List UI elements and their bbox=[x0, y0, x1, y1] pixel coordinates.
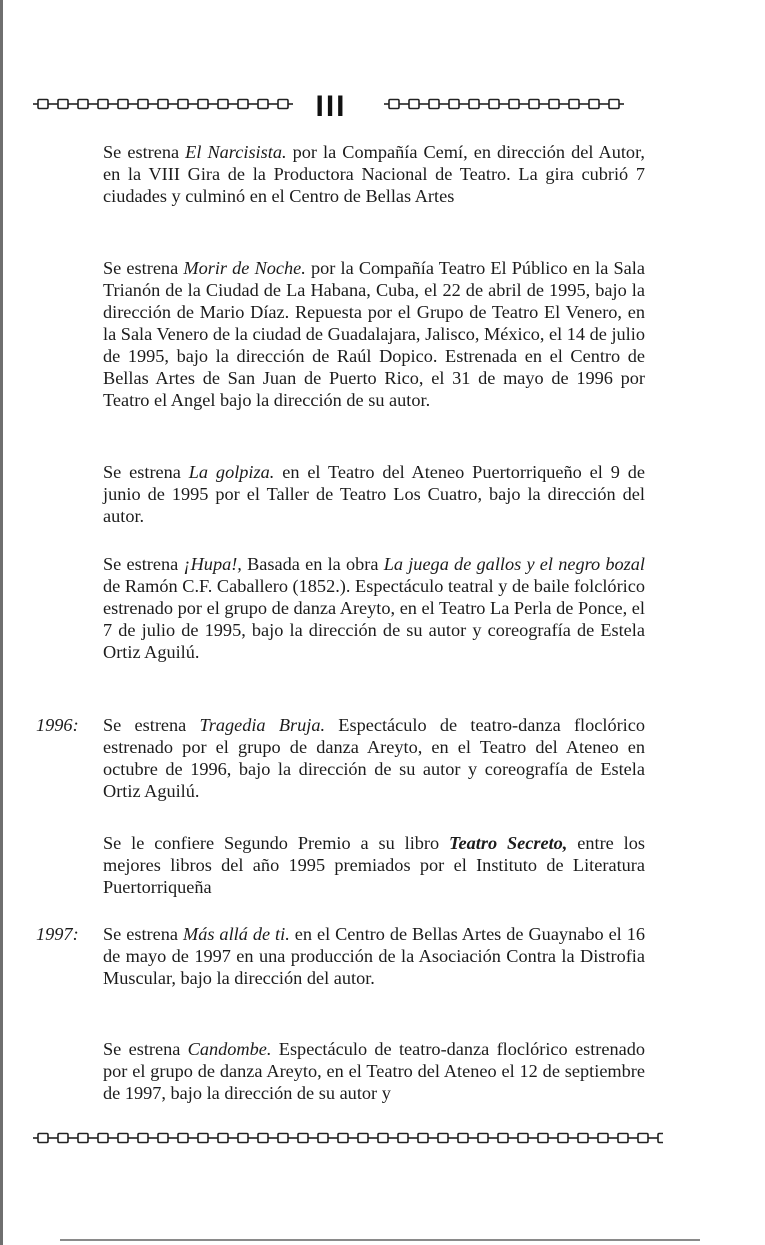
ornament-border-bottom bbox=[33, 1131, 663, 1145]
page-edge-bottom bbox=[60, 1239, 700, 1241]
chronology-entry: Se estrena Morir de Noche. por la Compañía Teatro El Público en la Sala Trianón de la Ciudad de La Habana, Cuba, el 22 de abril de 1995, bajo la dirección de Mario Díaz. Repuesta por el Grupo de Teatro El Venero, en la Sala Venero de la ciudad de Guadalajara, Jalisco, México, el 14 de julio de 1995, bajo la dirección de Raúl Dopico. Estrenada en el Centro de Bellas Artes de San Juan de Puerto Rico, el 31 de mayo de 1996 por Teatro el Angel bajo la dirección de su autor. bbox=[103, 258, 645, 410]
chronology-entry: Se le confiere Segundo Premio a su libro Teatro Secreto, entre los mejores libros del año 1995 premiados por el Instituto de Literatura Puertorriqueña bbox=[103, 833, 646, 897]
work-title: El Narcisista. bbox=[185, 142, 287, 162]
year-label: 1996: bbox=[36, 715, 79, 735]
page-number: III bbox=[315, 90, 347, 123]
chronology-entry: Se estrena El Narcisista. por la Compañía Cemí, en dirección del Autor, en la VIII Gira de la Productora Nacional de Teatro. La gira cubrió 7 ciudades y culminó en el Centro de Bellas Artes bbox=[103, 142, 645, 206]
page-edge bbox=[0, 0, 3, 1245]
chronology-entry: Se estrena La golpiza. en el Teatro del Ateneo Puertorriqueño el 9 de junio de 1995 por el Taller de Teatro Los Cuatro, bajo la dirección del autor. bbox=[103, 462, 645, 526]
chronology-entry: Se estrena Más allá de ti. en el Centro de Bellas Artes de Guaynabo el 16 de mayo de 1997 en una producción de la Asociación Contra la Distrofia Muscular, bajo la dirección del autor. bbox=[103, 924, 646, 988]
chronology-entry: Se estrena Candombe. Espectáculo de teatro-danza floclórico estrenado por el grupo de danza Areyto, en el Teatro del Ateneo el 12 de septiembre de 1997, bajo la dirección de su autor y bbox=[103, 1039, 646, 1103]
chronology-entry: Se estrena ¡Hupa!, Basada en la obra La juega de gallos y el negro bozal de Ramón C.F. Caballero (1852.). Espectáculo teatral y de baile folclórico estrenado por el grupo de danza Areyto, en el Teatro La Perla de Ponce, el 7 de julio de 1995, bajo la dirección de su autor y coreografía de Estela Ortiz Aguilú. bbox=[103, 554, 645, 662]
source-work-title: La juega de gallos y el negro bozal bbox=[383, 554, 645, 574]
book-title: Teatro Secreto, bbox=[449, 833, 568, 853]
work-title: Morir de Noche. bbox=[183, 258, 306, 278]
work-title: Más allá de ti. bbox=[182, 924, 290, 944]
work-title: La golpiza. bbox=[188, 462, 275, 482]
work-title: Tragedia Bruja. bbox=[199, 715, 326, 735]
year-label: 1997: bbox=[36, 924, 79, 944]
ornament-border-right bbox=[384, 97, 624, 111]
work-title: ¡Hupa!, bbox=[183, 554, 242, 574]
chronology-entry: Se estrena Tragedia Bruja. Espectáculo de teatro-danza floclórico estrenado por el grupo de danza Areyto, en el Teatro del Ateneo en octubre de 1996, bajo la dirección de su autor y coreografía de Estela Ortiz Aguilú. bbox=[103, 715, 646, 801]
work-title: Candombe. bbox=[187, 1039, 272, 1059]
ornament-border-left bbox=[33, 97, 293, 111]
